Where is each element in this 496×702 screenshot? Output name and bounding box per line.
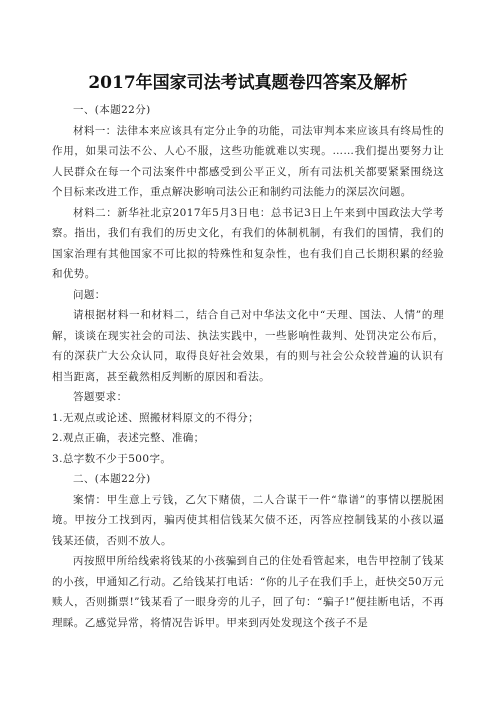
document-body	[52, 100, 444, 633]
case-paragraph-2: 丙按照甲所给线索将钱某的小孩骗到自己的住处看管起来，电告甲控制了钱某的小孩，甲通知乙行动。乙给钱某打电话：“你的儿子在我们手上，赶快交50万元赎人，否则撕票!”钱某看了一眼身旁的儿子，回了句：“骗子!”便挂断电话，不再理睬。乙感觉异常，将情况告诉甲。甲来到丙处发现这个孩子不是	[52, 555, 444, 629]
question-label: 问题：	[73, 288, 106, 301]
requirement-item-1: 1.无观点或论述、照搬材料原文的不得分；	[52, 411, 260, 424]
section-heading-2: 二、(本题22分)	[73, 473, 151, 485]
requirements-label: 答题要求：	[73, 391, 128, 403]
case-paragraph-1: 案情：甲生意上亏钱，乙欠下赌债，二人合谋干一件“靠谱”的事情以摆脱困境。甲按分工找到丙，骗丙使其相信钱某欠债不还，丙答应控制钱某的小孩以逼钱某还债，否则不放人。	[52, 493, 444, 547]
requirement-item-2: 2.观点正确，表述完整、准确；	[52, 432, 205, 444]
material-2-paragraph: 材料二：新华社北京2017年5月3日电：总书记3日上午来到中国政法大学考察。指出，我们有我们的历史文化，有我们的体制机制，有我们的国情，我们的国家治理有其他国家不可比拟的特殊性和复杂性，也有我们自己长期积累的经验和优势。	[52, 206, 444, 280]
document-title: 2017年国家司法考试真题卷四答案及解析	[88, 73, 408, 93]
section-heading-1: 一、(本题22分)	[73, 104, 151, 116]
requirement-item-3: 3.总字数不少于500字。	[52, 452, 172, 465]
question-paragraph: 请根据材料一和材料二，结合自己对中华法文化中“天理、国法、人情”的理解，谈谈在现实社会的司法、执法实践中，一些影响性裁判、处罚决定公布后，有的深获广大公众认同，取得良好社会效果，有的则与社会公众较普遍的认识有相当距离，甚至截然相反判断的原因和看法。	[52, 309, 444, 383]
material-1-paragraph: 材料一：法律本来应该具有定分止争的功能，司法审判本来应该具有终局性的作用，如果司法不公、人心不服，这些功能就难以实现。……我们提出要努力让人民群众在每一个司法案件中都感受到公平正义，所有司法机关都要紧紧围绕这个目标来改进工作，重点解决影响司法公正和制约司法能力的深层次问题。	[52, 124, 444, 198]
